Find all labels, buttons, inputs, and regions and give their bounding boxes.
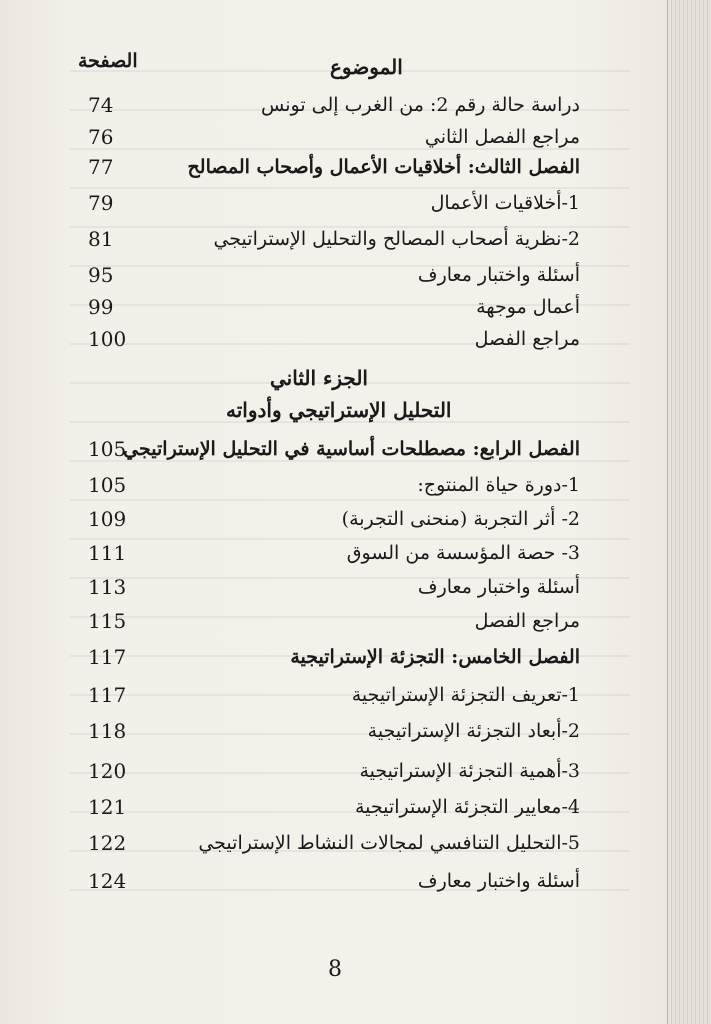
- toc-entry-page: 99: [88, 295, 114, 319]
- page-number: 8: [328, 957, 342, 982]
- toc-entry-title: 4-معايير التجزئة الإستراتيجية: [355, 796, 580, 818]
- toc-entry: [60, 570, 580, 604]
- toc-entry-title: 1-دورة حياة المنتوج:: [417, 474, 580, 496]
- toc-entry-title: الفصل الثالث: أخلاقيات الأعمال وأصحاب المصالح: [187, 156, 580, 178]
- toc-entry-title: أسئلة واختبار معارف: [417, 576, 580, 598]
- toc-entry: [60, 258, 580, 292]
- page-column-header: الصفحة: [78, 50, 138, 72]
- subject-column-header: الموضوع: [330, 55, 403, 79]
- toc-entry: [60, 186, 580, 220]
- toc-entry-page: 115: [88, 609, 127, 633]
- toc-entry-page: 105: [88, 473, 127, 497]
- toc-entry-page: 79: [88, 191, 114, 215]
- toc-entry-title: 2- أثر التجربة (منحنى التجربة): [341, 508, 580, 530]
- toc-entry-title: 1-أخلاقيات الأعمال: [430, 192, 580, 214]
- toc-entry-title: دراسة حالة رقم 2: من الغرب إلى تونس: [261, 94, 580, 116]
- toc-entry-page: 118: [88, 719, 127, 743]
- toc-entry: [60, 502, 580, 536]
- toc-entry-title: أسئلة واختبار معارف: [417, 870, 580, 892]
- toc-entry: [60, 468, 580, 502]
- toc-entry: [60, 604, 580, 638]
- toc-entry-page: 109: [88, 507, 127, 531]
- toc-entry: [60, 754, 580, 788]
- toc-chapter-heading: [60, 432, 580, 466]
- toc-entry-page: 117: [88, 645, 127, 669]
- toc-entry: [60, 536, 580, 570]
- toc-entry-title: 3- حصة المؤسسة من السوق: [346, 542, 580, 564]
- toc-entry-page: 74: [88, 93, 114, 117]
- toc-entry-page: 111: [88, 541, 127, 565]
- toc-entry-page: 122: [88, 831, 127, 855]
- toc-entry: [60, 222, 580, 256]
- toc-entry-page: 117: [88, 683, 127, 707]
- toc-chapter-heading: [60, 640, 580, 674]
- toc-entry-title: 2-أبعاد التجزئة الإستراتيجية: [367, 720, 580, 742]
- toc-entry-page: 113: [88, 575, 127, 599]
- toc-entry: [60, 290, 580, 324]
- toc-entry-title: الفصل الخامس: التجزئة الإستراتيجية: [290, 646, 580, 668]
- toc-entry-title: أسئلة واختبار معارف: [417, 264, 580, 286]
- part-subtitle: التحليل الإستراتيجي وأدواته: [226, 398, 452, 422]
- toc-entry-page: 77: [88, 155, 114, 179]
- toc-entry-title: 5-التحليل التنافسي لمجالات النشاط الإستراتيجي: [198, 832, 580, 854]
- toc-entry: [60, 88, 580, 122]
- toc-entry-page: 100: [88, 327, 127, 351]
- toc-entry-page: 95: [88, 263, 114, 287]
- toc-entry-title: مراجع الفصل: [474, 328, 580, 350]
- toc-entry: [60, 790, 580, 824]
- toc-chapter-heading: [60, 150, 580, 184]
- toc-entry-page: 121: [88, 795, 127, 819]
- toc-entry: [60, 714, 580, 748]
- toc-entry-title: 2-نظرية أصحاب المصالح والتحليل الإستراتيجي: [213, 228, 580, 250]
- toc-entry-page: 76: [88, 125, 114, 149]
- toc-entry-page: 81: [88, 227, 114, 251]
- part-title: الجزء الثاني: [270, 366, 368, 390]
- toc-entry-title: مراجع الفصل: [474, 610, 580, 632]
- toc-entry: [60, 826, 580, 860]
- bleed-through-text: [677, 0, 707, 1024]
- toc-entry-title: 1-تعريف التجزئة الإستراتيجية: [351, 684, 580, 706]
- toc-entry: [60, 120, 580, 154]
- toc-entry-title: أعمال موجهة: [476, 296, 580, 318]
- toc-entry-page: 105: [88, 437, 127, 461]
- toc-entry-page: 120: [88, 759, 127, 783]
- toc-entry: [60, 678, 580, 712]
- toc-entry-title: 3-أهمية التجزئة الإستراتيجية: [359, 760, 580, 782]
- toc-entry: [60, 864, 580, 898]
- toc-entry-page: 124: [88, 869, 127, 893]
- adjacent-page-edge: [667, 0, 711, 1024]
- toc-entry-title: مراجع الفصل الثاني: [424, 126, 580, 148]
- toc-entry: [60, 322, 580, 356]
- toc-entry-title: الفصل الرابع: مصطلحات أساسية في التحليل الإستراتيجي: [123, 438, 580, 460]
